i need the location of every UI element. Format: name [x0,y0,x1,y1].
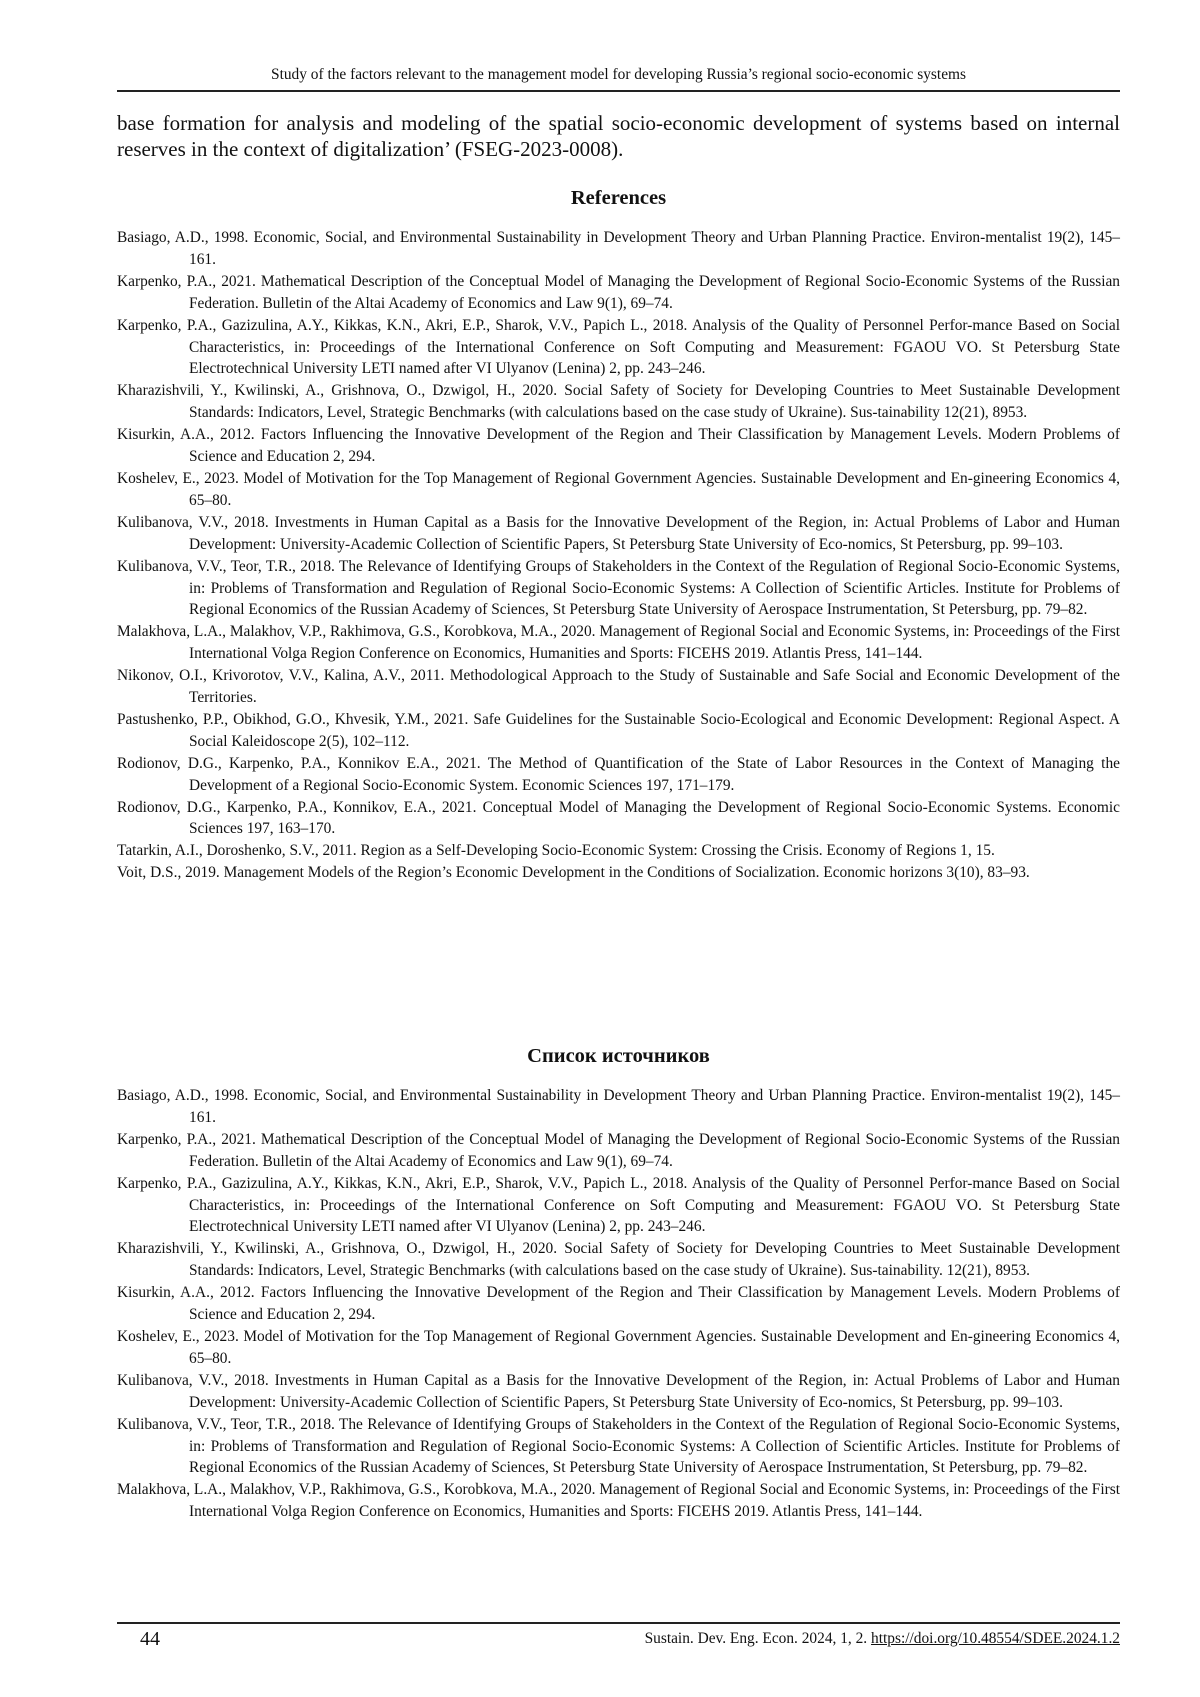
page-number: 44 [140,1628,160,1650]
reference-item: Karpenko, P.A., 2021. Mathematical Description of the Conceptual Model of Managing the Development of Regional Socio-Economic Systems of the Russian Federation. Bulletin of the Altai Academy of Economics and Law 9(1), 69–74. [117,1130,1120,1170]
reference-item: Rodionov, D.G., Karpenko, P.A., Konnikov E.A., 2021. The Method of Quantification of the State of Labor Resources in the Context of Managing the Development of a Regional Socio-Economic System. Economic Sciences 197, 171–179. [117,754,1120,794]
reference-item: Malakhova, L.A., Malakhov, V.P., Rakhimova, G.S., Korobkova, M.A., 2020. Management of Regional Social and Economic Systems, in: Proceedings of the First International Volga Region Conference on Economics, Humanities and Sports: FICEHS 2019. Atlantis Press, 141–144. [117,1481,1120,1521]
references-ru-list [117,1085,1120,1523]
intro-paragraph: base formation for analysis and modeling of the spatial socio-economic development of systems based on internal reserves in the context of digitalization’ (FSEG-2023-0008). [117,111,1120,161]
reference-item: Basiago, A.D., 1998. Economic, Social, and Environmental Sustainability in Development Theory and Urban Planning Practice. Environ-mentalist 19(2), 145–161. [117,229,1120,268]
reference-item: Basiago, A.D., 1998. Economic, Social, and Environmental Sustainability in Development Theory and Urban Planning Practice. Environ-mentalist 19(2), 145–161. [117,1087,1120,1126]
reference-item: Kulibanova, V.V., 2018. Investments in Human Capital as a Basis for the Innovative Development of the Region, in: Actual Problems of Labor and Human Development: University-Academic Collection of Scientific Papers, St Petersburg State University of Eco-nomics, St Petersburg, pp. 99–103. [117,513,1120,553]
reference-item: Kulibanova, V.V., Teor, T.R., 2018. The Relevance of Identifying Groups of Stakeholders in the Context of the Regulation of Regional Socio-Economic Systems, in: Problems of Transformation and Regulation of Regional Socio-Economic Systems: A Collection of Scientific Articles. Institute for Problems of Regional Economics of the Russian Academy of Sciences, St Petersburg State University of Aerospace Instrumentation, St Petersburg, pp. 79–82. [117,1415,1120,1477]
running-head: Study of the factors relevant to the management model for developing Russia’s regional socio-economic systems [271,66,966,83]
references-ru-heading: Список источников [527,1045,710,1067]
doi-link[interactable]: https://doi.org/10.48554/SDEE.2024.1.2 [871,1630,1120,1647]
references-heading: References [570,187,667,209]
reference-item: Karpenko, P.A., Gazizulina, A.Y., Kikkas, K.N., Akri, E.P., Sharok, V.V., Papich L., 2018. Analysis of the Quality of Personnel Perfor-mance Based on Social Characteristics, in: Proceedings of the International Conference on Soft Computing and Measurement: FGAOU VO. St Petersburg State Electrotechnical University LETI named after VI Ulyanov (Lenina) 2, pp. 243–246. [117,316,1120,378]
reference-item: Karpenko, P.A., Gazizulina, A.Y., Kikkas, K.N., Akri, E.P., Sharok, V.V., Papich L., 2018. Analysis of the Quality of Personnel Perfor-mance Based on Social Characteristics, in: Proceedings of the International Conference on Soft Computing and Measurement: FGAOU VO. St Petersburg State Electrotechnical University LETI named after VI Ulyanov (Lenina) 2, pp. 243–246. [117,1174,1120,1236]
reference-item: Kisurkin, A.A., 2012. Factors Influencing the Innovative Development of the Region and Their Classification by Management Levels. Modern Problems of Science and Education 2, 294. [117,1284,1120,1324]
journal-citation: Sustain. Dev. Eng. Econ. 2024, 1, 2. [644,1630,868,1647]
reference-item: Kisurkin, A.A., 2012. Factors Influencing the Innovative Development of the Region and Their Classification by Management Levels. Modern Problems of Science and Education 2, 294. [117,426,1120,466]
reference-item: Kulibanova, V.V., 2018. Investments in Human Capital as a Basis for the Innovative Development of the Region, in: Actual Problems of Labor and Human Development: University-Academic Collection of Scientific Papers, St Petersburg State University of Eco-nomics, St Petersburg, pp. 99–103. [117,1371,1120,1411]
reference-item: Tatarkin, A.I., Doroshenko, S.V., 2011. Region as a Self-Developing Socio-Economic System: Crossing the Crisis. Economy of Regions 1, 15. [117,842,995,860]
reference-item: Kharazishvili, Y., Kwilinski, A., Grishnova, O., Dzwigol, H., 2020. Social Safety of Society for Developing Countries to Meet Sustainable Development Standards: Indicators, Level, Strategic Benchmarks (with calculations based on the case study of Ukraine). Sus-tainability 12(21), 8953. [117,382,1120,422]
reference-item: Kulibanova, V.V., Teor, T.R., 2018. The Relevance of Identifying Groups of Stakeholders in the Context of the Regulation of Regional Socio-Economic Systems, in: Problems of Transformation and Regulation of Regional Socio-Economic Systems: A Collection of Scientific Articles. Institute for Problems of Regional Economics of the Russian Academy of Sciences, St Petersburg State University of Aerospace Instrumentation, St Petersburg, pp. 79–82. [117,557,1120,619]
references-list [117,227,1120,884]
reference-item: Koshelev, E., 2023. Model of Motivation for the Top Management of Regional Government Agencies. Sustainable Development and En-gineering Economics 4, 65–80. [117,1327,1120,1367]
footer-citation [645,1629,1120,1649]
reference-item: Karpenko, P.A., 2021. Mathematical Description of the Conceptual Model of Managing the Development of Regional Socio-Economic Systems of the Russian Federation. Bulletin of the Altai Academy of Economics and Law 9(1), 69–74. [117,272,1120,312]
reference-item: Koshelev, E., 2023. Model of Motivation for the Top Management of Regional Government Agencies. Sustainable Development and En-gineering Economics 4, 65–80. [117,469,1120,509]
header-divider [117,90,1120,92]
reference-item: Nikonov, O.I., Krivorotov, V.V., Kalina, A.V., 2011. Methodological Approach to the Study of Sustainable and Safe Social and Economic Development of the Territories. [117,667,1120,707]
reference-item: Malakhova, L.A., Malakhov, V.P., Rakhimova, G.S., Korobkova, M.A., 2020. Management of Regional Social and Economic Systems, in: Proceedings of the First International Volga Region Conference on Economics, Humanities and Sports: FICEHS 2019. Atlantis Press, 141–144. [117,623,1120,663]
reference-item: Kharazishvili, Y., Kwilinski, A., Grishnova, O., Dzwigol, H., 2020. Social Safety of Society for Developing Countries to Meet Sustainable Development Standards: Indicators, Level, Strategic Benchmarks (with calculations based on the case study of Ukraine). Sus-tainability. 12(21), 8953. [117,1240,1120,1280]
footer-divider [117,1622,1120,1624]
reference-item: Voit, D.S., 2019. Management Models of the Region’s Economic Development in the Conditions of Socialization. Economic horizons 3(10), 83–93. [117,864,1030,882]
reference-item: Pastushenko, P.P., Obikhod, G.O., Khvesik, Y.M., 2021. Safe Guidelines for the Sustainable Socio-Ecological and Economic Development: Regional Aspect. A Social Kaleidoscope 2(5), 102–112. [117,710,1120,750]
reference-item: Rodionov, D.G., Karpenko, P.A., Konnikov, E.A., 2021. Conceptual Model of Managing the Development of Regional Socio-Economic Systems. Economic Sciences 197, 163–170. [117,798,1120,838]
